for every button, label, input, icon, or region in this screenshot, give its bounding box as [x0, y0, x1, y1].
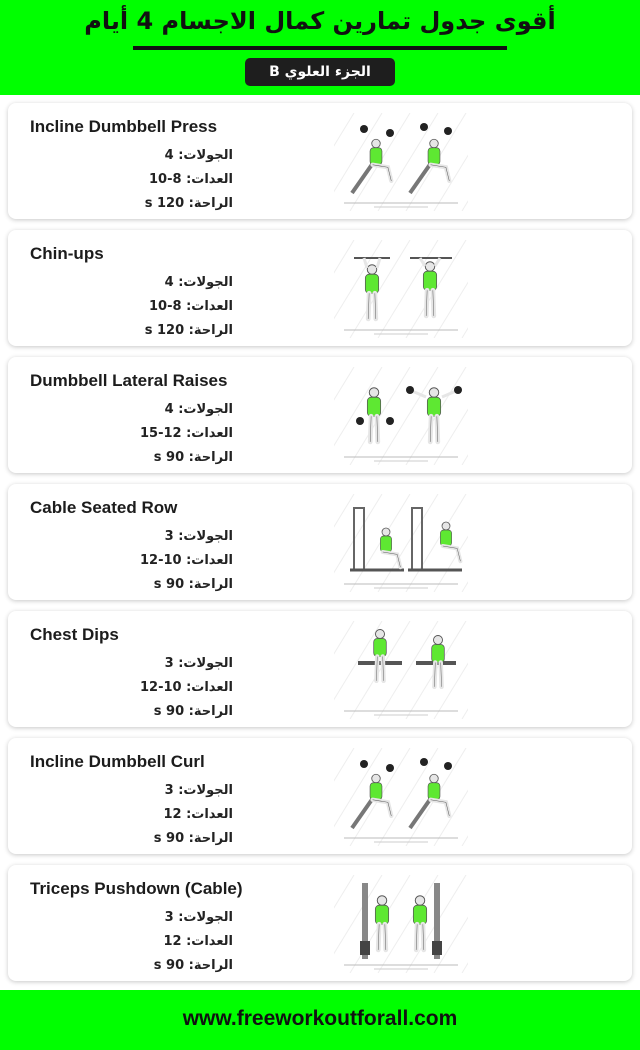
reps-stat: العدات: 12-15 — [139, 426, 233, 441]
rest-stat: الراحة: 120 s — [144, 323, 233, 338]
exercise-name: Incline Dumbbell Curl — [30, 752, 205, 771]
sets-stat: الجولات: 3 — [164, 529, 233, 544]
sets-stat: الجولات: 3 — [164, 656, 233, 671]
sets-stat: الجولات: 4 — [164, 402, 233, 417]
chin-up-icon — [334, 240, 468, 338]
website-url[interactable]: www.freeworkoutforall.com — [182, 1007, 458, 1030]
rest-stat: الراحة: 120 s — [144, 196, 233, 211]
header-banner — [0, 0, 640, 95]
exercise-name: Incline Dumbbell Press — [30, 117, 218, 136]
exercise-name: Triceps Pushdown (Cable) — [30, 879, 243, 898]
reps-stat: العدات: 12 — [163, 807, 233, 822]
rest-stat: الراحة: 90 s — [153, 577, 233, 592]
rest-stat: الراحة: 90 s — [153, 958, 233, 973]
exercise-name: Dumbbell Lateral Raises — [30, 371, 228, 390]
sets-stat: الجولات: 4 — [164, 275, 233, 290]
exercise-name: Chest Dips — [30, 625, 119, 644]
rest-stat: الراحة: 90 s — [153, 704, 233, 719]
sets-stat: الجولات: 3 — [164, 783, 233, 798]
triceps-pushdown-icon — [334, 875, 468, 973]
reps-stat: العدات: 8-10 — [149, 172, 233, 187]
rest-stat: الراحة: 90 s — [153, 450, 233, 465]
reps-stat: العدات: 12 — [163, 934, 233, 949]
title-underline — [133, 46, 507, 50]
exercise-name: Chin-ups — [30, 244, 104, 263]
exercise-card — [8, 357, 632, 473]
exercise-card — [8, 230, 632, 346]
reps-stat: العدات: 8-10 — [149, 299, 233, 314]
exercise-card — [8, 738, 632, 854]
exercise-card — [8, 611, 632, 727]
exercise-card — [8, 865, 632, 981]
section-badge: الجزء العلوي B — [245, 58, 395, 86]
lateral-raise-icon — [334, 367, 468, 465]
seated-row-icon — [334, 494, 468, 592]
sets-stat: الجولات: 4 — [164, 148, 233, 163]
rest-stat: الراحة: 90 s — [153, 831, 233, 846]
incline-press-icon — [334, 113, 468, 211]
page-title: أقوى جدول تمارين كمال الاجسام 4 أيام — [84, 7, 556, 35]
exercise-card — [8, 103, 632, 219]
reps-stat: العدات: 10-12 — [139, 553, 233, 568]
reps-stat: العدات: 10-12 — [139, 680, 233, 695]
exercise-name: Cable Seated Row — [30, 498, 178, 517]
footer-banner — [0, 990, 640, 1050]
exercise-card — [8, 484, 632, 600]
incline-curl-icon — [334, 748, 468, 846]
sets-stat: الجولات: 3 — [164, 910, 233, 925]
exercise-list — [0, 95, 640, 990]
chest-dips-icon — [334, 621, 468, 719]
